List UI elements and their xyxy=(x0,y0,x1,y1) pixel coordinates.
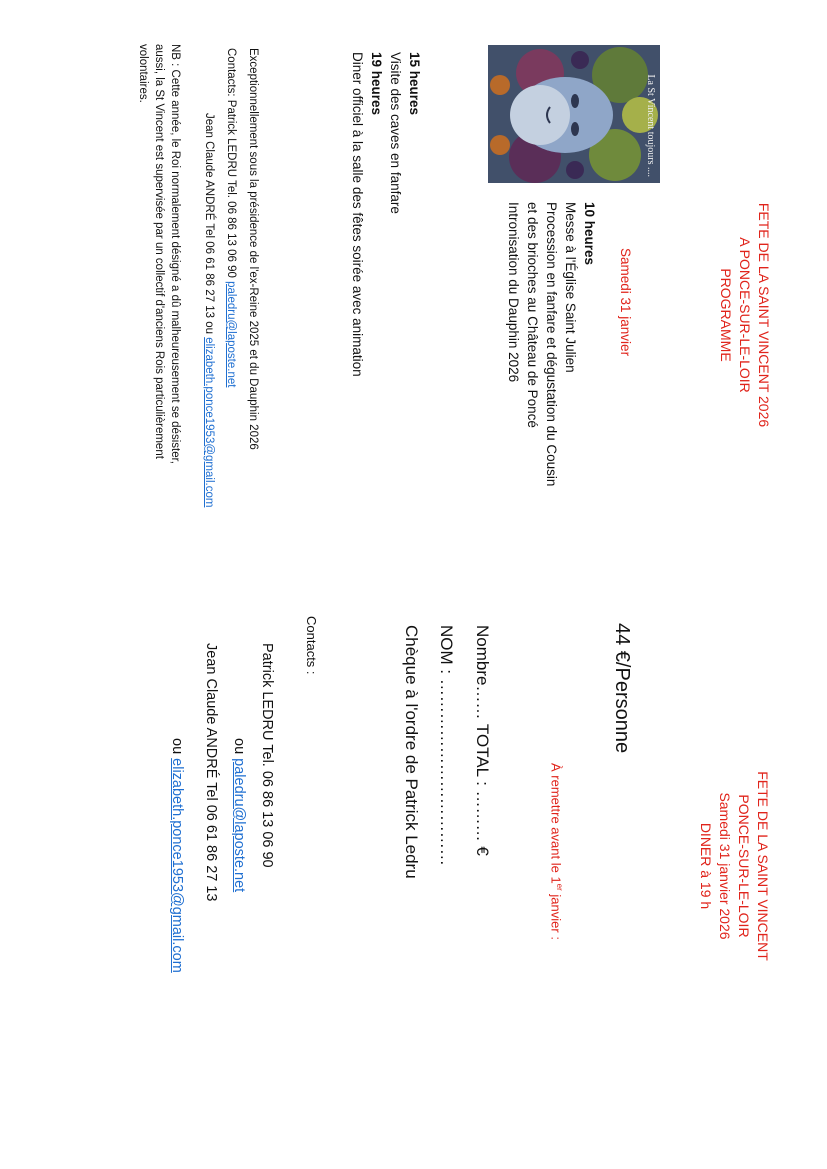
program-note-line-2: aussi, la St Vincent est supervisée par un collectif d'anciens Rois particulièrement xyxy=(153,44,165,459)
program-title-line-1: FETE DE LA SAINT VINCENT 2026 xyxy=(756,202,772,428)
schedule-15h-line-1: Visite des caves en fanfare xyxy=(388,52,403,214)
coupon-title-line-4: DINER à 19 h xyxy=(698,822,714,910)
form-line-count-total[interactable]: Nombre…… TOTAL : ……… € xyxy=(473,625,492,856)
schedule-10h-time: 10 heures xyxy=(582,202,597,266)
schedule-10h-line-4: Intronisation du Dauphin 2026 xyxy=(506,202,521,383)
program-note xyxy=(135,44,183,464)
program-title xyxy=(716,200,773,430)
coupon-title-line-2: PONCE-SUR-LE-LOIR xyxy=(736,794,752,938)
price: 44 €/Personne xyxy=(611,623,633,754)
image-caption: La St Vincent toujours .... xyxy=(645,74,656,177)
coupon-contact-1-alt xyxy=(229,738,249,892)
schedule-10h-line-2: Procession en fanfare et dégustation du Cousin xyxy=(544,202,559,487)
coupon-contact-2-alt xyxy=(167,738,187,973)
coupon-or-1: ou xyxy=(231,738,247,755)
program-contact-2: Jean Claude ANDRÉ Tel 06 61 86 27 13 ou xyxy=(203,113,215,334)
coupon-title-line-3: Samedi 31 janvier 2026 xyxy=(717,792,733,940)
program-date: Samedi 31 janvier xyxy=(618,248,633,357)
bacchus-face-icon xyxy=(488,45,660,183)
form-line-name[interactable]: NOM : …………………………… xyxy=(437,625,456,866)
program-note-line-1: NB : Cette année, le Roi normalement désigné a dû malheureusement se désister, xyxy=(169,44,181,464)
coupon-title-line-1: FETE DE LA SAINT VINCENT xyxy=(755,771,771,961)
coupon-contact-2: Jean Claude ANDRÉ Tel 06 61 86 27 13 xyxy=(203,643,219,902)
program-note-line-3: volontaires. xyxy=(137,44,149,103)
program-email-elizabeth-link[interactable]: elizabeth.ponce1953@gmail.com xyxy=(203,337,215,508)
schedule-15h-time: 15 heures xyxy=(407,52,422,116)
schedule-afternoon xyxy=(348,52,424,377)
saint-vincent-illustration xyxy=(488,45,660,183)
deadline-suffix: janvier : xyxy=(548,890,564,940)
coupon-contact-1: Patrick LEDRU Tel. 06 86 13 06 90 xyxy=(259,643,275,868)
program-contacts-line-2 xyxy=(201,113,217,507)
program-title-line-3: PROGRAMME xyxy=(718,268,734,362)
schedule-10h-line-3: et des brioches au Château de Poncé xyxy=(525,202,540,428)
schedule-19h-line-1: Diner officiel à la salle des fêtes soirée avec animation xyxy=(350,52,365,377)
deadline xyxy=(548,763,567,940)
program-contact-1: Contacts: Patrick LEDRU Tel. 06 86 13 06 90 xyxy=(225,48,237,278)
deadline-sup: er xyxy=(555,883,564,891)
coupon-title xyxy=(696,746,772,986)
schedule-10h xyxy=(504,202,599,486)
deadline-prefix: À remettre avant le 1 xyxy=(548,763,564,884)
coupon-email-paledru-link[interactable]: paledru@laposte.net xyxy=(231,758,247,893)
schedule-10h-line-1: Messe à l'Église Saint Julien xyxy=(563,202,578,373)
presidency-text: Exceptionnellement sous la présidence de l'ex-Reine 2025 et du Dauphin 2026 xyxy=(247,48,259,450)
program-title-line-2: A PONCE-SUR-LE-LOIR xyxy=(737,237,753,393)
coupon-email-elizabeth-link[interactable]: elizabeth.ponce1953@gmail.com xyxy=(169,758,185,973)
coupon-contacts-label: Contacts : xyxy=(304,616,319,675)
cheque-instruction: Chèque à l'ordre de Patrick Ledru xyxy=(402,625,421,879)
program-email-paledru-link[interactable]: paledru@laposte.net xyxy=(225,281,237,388)
program-contacts-line-1 xyxy=(223,48,239,387)
coupon-or-2: ou xyxy=(169,738,185,755)
schedule-19h-time: 19 heures xyxy=(369,52,384,116)
